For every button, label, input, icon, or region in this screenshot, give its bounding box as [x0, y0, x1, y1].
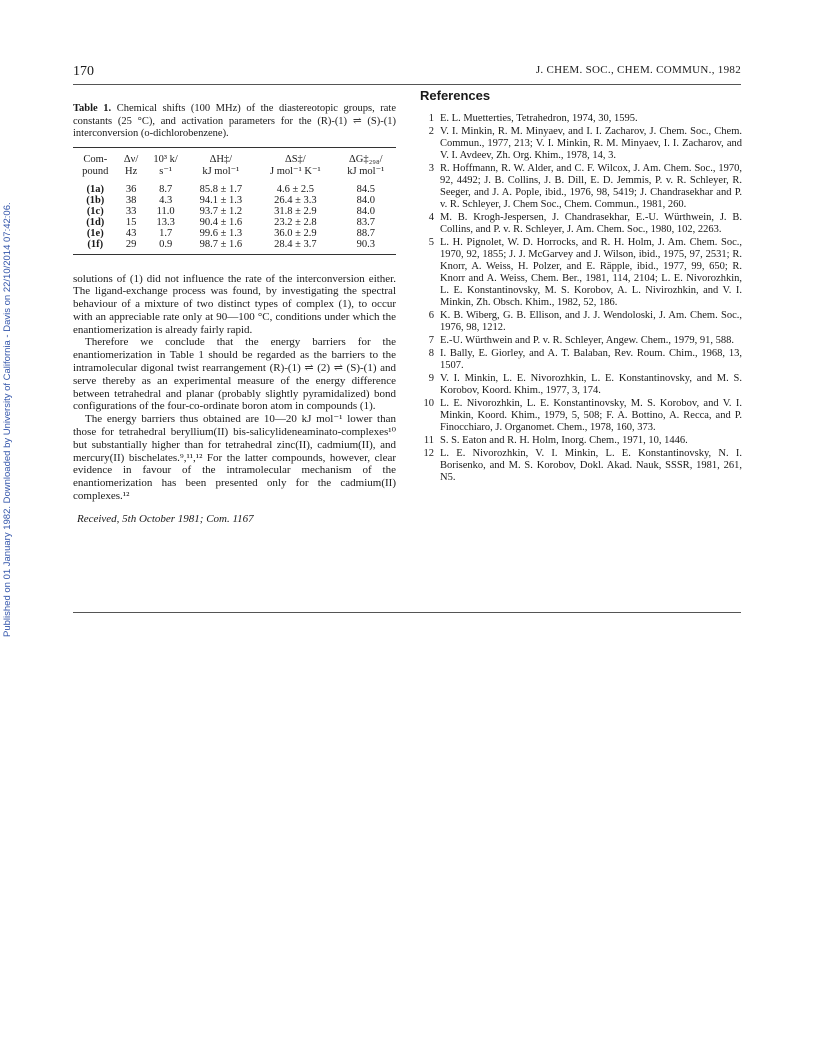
- table-caption-text: Chemical shifts (100 MHz) of the diastereotopic groups, rate constants (25 °C), and activation parameters for the (R)-(1) ⇌ (S)-(1) interconversion (o-dichlorobenzene).: [73, 103, 396, 139]
- table-cell: 28.4 ± 3.7: [274, 238, 317, 250]
- header-entropy: ΔS‡/ J mol⁻¹ K⁻¹: [270, 153, 321, 177]
- table-cell: (1b): [86, 194, 105, 206]
- table-cell: 0.9: [159, 238, 173, 250]
- table-cell: 23.2 ± 2.8: [274, 216, 317, 228]
- reference-number: 5: [428, 237, 434, 248]
- running-head: J. CHEM. SOC., CHEM. COMMUN., 1982: [535, 64, 741, 76]
- table-cell: 29: [125, 238, 137, 250]
- table-cell: 31.8 ± 2.9: [274, 205, 317, 217]
- reference-text: S. S. Eaton and R. H. Holm, Inorg. Chem., 1971, 10, 1446.: [440, 435, 688, 446]
- reference-text: L. E. Nivorozhkin, L. E. Konstantinovsky, M. S. Korobov, and V. I. Minkin, Koord. Khim., 1979, 5, 508; F. A. Bottino, A. Recca, and P. Finocchiaro, J. Organomet. Chem., 1978, 160, 373.: [440, 398, 742, 433]
- header-rule: [73, 84, 741, 85]
- reference-item: [420, 335, 742, 347]
- table-header-row: [73, 154, 396, 178]
- right-column: [420, 88, 742, 485]
- table-cell: 1.7: [159, 227, 173, 239]
- table-row: [73, 239, 396, 250]
- table-row: [73, 195, 396, 206]
- reference-item: [420, 163, 742, 211]
- body-paragraph: solutions of (1) did not influence the rate of the interconversion either. The ligand-exchange process was found, by investigating the spectral behaviour of a mixture of two distinct types of complex (1), to occur with an appreciable rate only at 90—100 °C, conditions under which the enantiomerization is already fairly rapid.: [73, 272, 396, 336]
- table-cell: 84.0: [356, 205, 375, 217]
- body-paragraph: The energy barriers thus obtained are 10—20 kJ mol⁻¹ lower than those for tetrahedral beryllium(II) bis-salicylideneaminato-complexes¹⁰ but substantially higher than for tetrahedral zinc(II), cadmium(II), and mercury(II) bischelates.⁹,¹¹,¹² For the latter compounds, however, clear evidence in favour of the intramolecular mechanism of the enantiomerization has been presented only for the cadmium(II) complexes.¹²: [73, 413, 396, 503]
- header-free-energy: ΔG‡₂₉₈/ kJ mol⁻¹: [347, 153, 385, 177]
- table-cell: 84.0: [356, 194, 375, 206]
- header-compound: Com- pound: [82, 153, 109, 177]
- reference-number: 4: [428, 212, 434, 223]
- table-cell: 4.3: [159, 194, 173, 206]
- reference-list: [420, 113, 742, 484]
- table-cell: 99.6 ± 1.3: [199, 227, 243, 239]
- table-cell: 88.7: [356, 227, 375, 239]
- reference-item: [420, 126, 742, 162]
- reference-number: 6: [428, 310, 434, 321]
- header-delta-nu: Δν/ Hz: [123, 153, 139, 177]
- table-cell: 84.5: [356, 183, 375, 195]
- reference-text: I. Bally, E. Giorley, and A. T. Balaban, Rev. Roum. Chim., 1968, 13, 1507.: [440, 348, 742, 371]
- reference-item: [420, 398, 742, 434]
- reference-text: E.-U. Würthwein and P. v. R. Schleyer, Angew. Chem., 1979, 91, 588.: [440, 335, 735, 346]
- reference-number: 9: [428, 373, 434, 384]
- reference-item: [420, 310, 742, 334]
- body-paragraph: Therefore we conclude that the energy barriers for the enantiomerization in Table 1 should be regarded as the barriers to the intramolecular digonal twist rearrangement (R)-(1) ⇌ (2) ⇌ (S)-(1) and serve thereby as an experimental measure of the energy difference between tetrahedral and planar (probably slightly pyramidalized) bond configurations of the four-co-ordinate boron atom in compounds (1).: [73, 336, 396, 413]
- table-cell: 36.0 ± 2.9: [274, 227, 317, 239]
- footer-rule: [73, 612, 741, 613]
- reference-number: 7: [428, 335, 434, 346]
- table-cell: 85.8 ± 1.7: [199, 183, 243, 195]
- reference-text: E. L. Muetterties, Tetrahedron, 1974, 30, 1595.: [440, 113, 638, 124]
- reference-item: [420, 448, 742, 484]
- reference-number: 1: [428, 113, 434, 124]
- reference-text: V. I. Minkin, R. M. Minyaev, and I. I. Zacharov, J. Chem. Soc., Chem. Commun., 1977, 213; V. I. Minkin, R. M. Minyaev, I. I. Zacharov, and V. I. Avdeev, Zh. Org. Khim., 1978, 14, 3.: [440, 126, 742, 161]
- table-cell: 90.4 ± 1.6: [199, 216, 243, 228]
- table-row: [73, 217, 396, 228]
- reference-item: [420, 237, 742, 309]
- table-cell: 26.4 ± 3.3: [274, 194, 317, 206]
- table-cell: 38: [125, 194, 137, 206]
- download-watermark: Published on 01 January 1982. Downloaded by University of California - Davis on 22/10/2014 07:42:06.: [2, 202, 13, 638]
- table-cell: 90.3: [356, 238, 375, 250]
- header-enthalpy: ΔH‡/ kJ mol⁻¹: [202, 153, 240, 177]
- reference-text: L. E. Nivorozhkin, V. I. Minkin, L. E. Konstantinovsky, N. I. Borisenko, and M. S. Korobov, Dokl. Akad. Nauk, SSSR, 1981, 261, N5.: [440, 448, 742, 483]
- table-caption-label: Table 1.: [73, 103, 112, 114]
- header-rate-constant: 10³ k/ s⁻¹: [153, 153, 178, 177]
- reference-number: 12: [423, 448, 434, 459]
- table-cell: 4.6 ± 2.5: [276, 183, 314, 195]
- page-number: 170: [73, 64, 94, 79]
- reference-text: R. Hoffmann, R. W. Alder, and C. F. Wilcox, J. Am. Chem. Soc., 1970, 92, 4492; J. B. Collins, J. B. Dill, E. D. Jemmis, P. v. R. Schleyer, R. Seeger, and J. A. Pople, ibid., 1976, 98, 5419; J. Chandrasekhar and P. v. R. Schleyer, J. Chem Soc., Chem. Commun., 1981, 260.: [440, 163, 742, 210]
- table-bottom-rule: [73, 254, 396, 255]
- reference-text: K. B. Wiberg, G. B. Ellison, and J. J. Wendoloski, J. Am. Chem. Soc., 1976, 98, 1212.: [440, 310, 742, 333]
- reference-number: 2: [428, 126, 434, 137]
- table-cell: 83.7: [356, 216, 375, 228]
- table-cell: 98.7 ± 1.6: [199, 238, 243, 250]
- table-cell: 33: [125, 205, 137, 217]
- table-cell: 36: [125, 183, 137, 195]
- table-cell: (1e): [86, 227, 104, 239]
- reference-item: [420, 348, 742, 372]
- table-cell: (1a): [86, 183, 105, 195]
- reference-number: 10: [423, 398, 434, 409]
- table-top-rule: [73, 147, 396, 148]
- table-caption: [73, 103, 396, 141]
- reference-number: 8: [428, 348, 434, 359]
- reference-item: [420, 435, 742, 447]
- reference-item: [420, 113, 742, 125]
- table-row: [73, 206, 396, 217]
- table-cell: 94.1 ± 1.3: [199, 194, 243, 206]
- table-cell: 13.3: [156, 216, 175, 228]
- data-table: [73, 154, 396, 250]
- table-cell: (1d): [86, 216, 105, 228]
- table-cell: (1c): [86, 205, 104, 217]
- reference-number: 11: [423, 435, 434, 446]
- reference-item: [420, 212, 742, 236]
- table-cell: 8.7: [159, 183, 173, 195]
- table-cell: 43: [125, 227, 137, 239]
- table-row: [73, 178, 396, 195]
- reference-text: V. I. Minkin, L. E. Nivorozhkin, L. E. Konstantinovsky, and M. S. Korobov, Koord. Khim., 1977, 3, 174.: [440, 373, 742, 396]
- received-date: Received, 5th October 1981; Com. 1167: [77, 512, 254, 525]
- reference-text: M. B. Krogh-Jespersen, J. Chandrasekhar, E.-U. Würthwein, J. B. Collins, and P. v. R. Schleyer, J. Am. Chem. Soc., 1980, 102, 2263.: [440, 212, 742, 235]
- reference-number: 3: [428, 163, 434, 174]
- left-column: [73, 95, 396, 525]
- table-cell: 15: [125, 216, 137, 228]
- table-cell: 11.0: [156, 205, 175, 217]
- references-heading: References: [420, 88, 491, 103]
- reference-text: L. H. Pignolet, W. D. Horrocks, and R. H. Holm, J. Am. Chem. Soc., 1970, 92, 1855; J. J. McGarvey and J. Wilson, ibid., 1975, 97, 2531; R. Knorr, A. Weiss, H. Polzer, and E. Räpple, ibid., 1977, 99, 650; R. Knorr and A. Weiss, Chem. Ber., 1981, 114, 2104; L. E. Nivorozhkin, L. E. Konstantinovsky, M. S. Korobov, A. L. Nivirozhkin, and V. I. Minkin, Zh. Obsch. Khim., 1982, 52, 186.: [440, 237, 742, 308]
- table-cell: (1f): [87, 238, 104, 250]
- table-row: [73, 228, 396, 239]
- reference-item: [420, 373, 742, 397]
- table-cell: 93.7 ± 1.2: [199, 205, 243, 217]
